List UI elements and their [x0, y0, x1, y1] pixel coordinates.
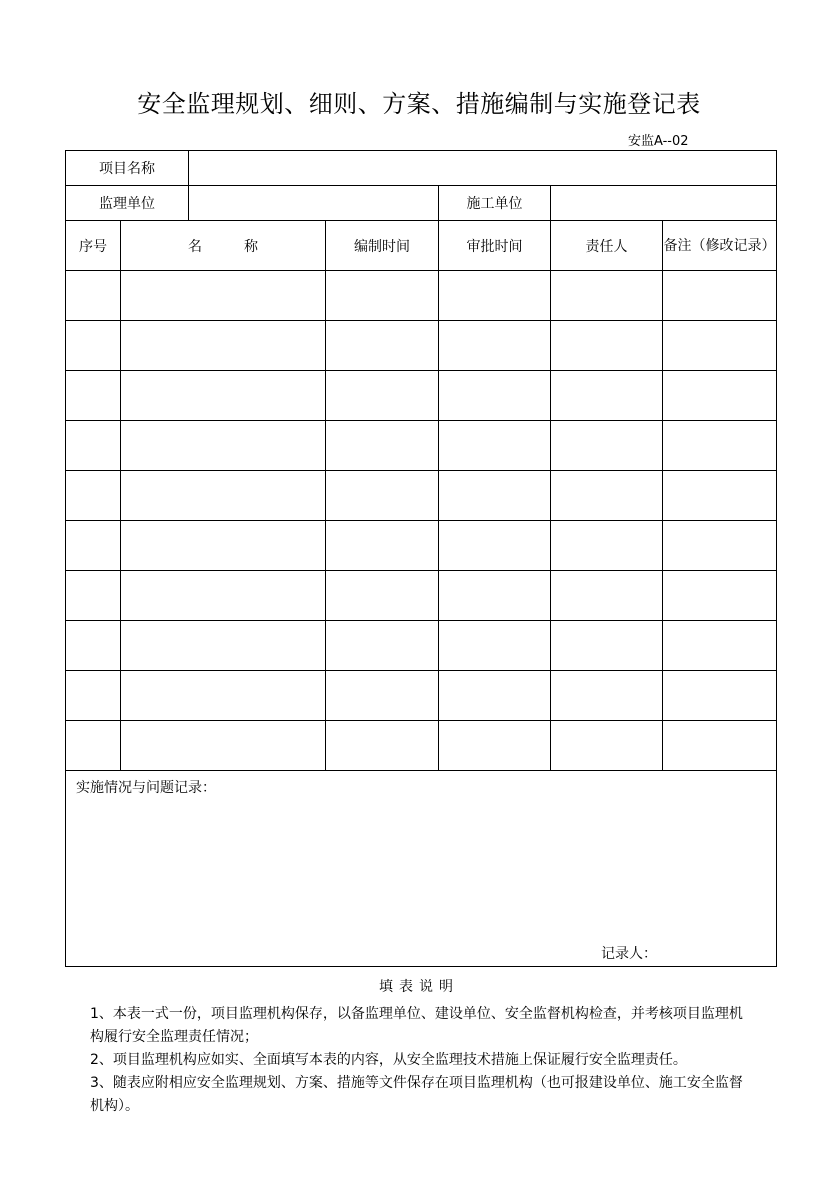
responsible-cell[interactable]: [551, 521, 663, 571]
col-header-seq: 序号: [66, 221, 121, 271]
compile-time-cell[interactable]: [326, 421, 439, 471]
construction-unit-label: 施工单位: [439, 186, 551, 221]
table-row: [66, 271, 777, 321]
name-cell[interactable]: [121, 371, 326, 421]
approve-time-cell[interactable]: [439, 621, 551, 671]
approve-time-cell[interactable]: [439, 721, 551, 771]
table-row: [66, 471, 777, 521]
name-cell[interactable]: [121, 471, 326, 521]
approve-time-cell[interactable]: [439, 471, 551, 521]
record-section-label: 实施情况与问题记录：: [76, 780, 216, 796]
remark-cell[interactable]: [663, 571, 777, 621]
supervision-unit-field[interactable]: [189, 186, 439, 221]
seq-cell[interactable]: [66, 621, 121, 671]
seq-cell[interactable]: [66, 521, 121, 571]
project-name-field[interactable]: [189, 151, 777, 186]
name-cell[interactable]: [121, 671, 326, 721]
responsible-cell[interactable]: [551, 671, 663, 721]
remark-cell[interactable]: [663, 621, 777, 671]
approve-time-cell[interactable]: [439, 321, 551, 371]
table-row: [66, 571, 777, 621]
table-row: [66, 371, 777, 421]
seq-cell[interactable]: [66, 721, 121, 771]
name-cell[interactable]: [121, 421, 326, 471]
name-cell[interactable]: [121, 621, 326, 671]
remark-cell[interactable]: [663, 371, 777, 421]
responsible-cell[interactable]: [551, 271, 663, 321]
note-item: 3、随表应附相应安全监理规划、方案、措施等文件保存在项目监理机构（也可报建设单位、施工安全监督机构）。: [90, 1075, 743, 1114]
table-row: [66, 721, 777, 771]
col-header-remark: 备注（修改记录）: [663, 221, 777, 271]
remark-cell[interactable]: [663, 721, 777, 771]
seq-cell[interactable]: [66, 321, 121, 371]
compile-time-cell[interactable]: [326, 271, 439, 321]
remark-cell[interactable]: [663, 271, 777, 321]
name-cell[interactable]: [121, 271, 326, 321]
approve-time-cell[interactable]: [439, 671, 551, 721]
compile-time-cell[interactable]: [326, 371, 439, 421]
name-cell[interactable]: [121, 321, 326, 371]
remark-cell[interactable]: [663, 521, 777, 571]
col-header-compile-time: 编制时间: [326, 221, 439, 271]
note-item: 2、项目监理机构应如实、全面填写本表的内容，从安全监理技术措施上保证履行安全监理责任。: [90, 1052, 687, 1068]
table-row: [66, 621, 777, 671]
compile-time-cell[interactable]: [326, 521, 439, 571]
seq-cell[interactable]: [66, 421, 121, 471]
remark-cell[interactable]: [663, 321, 777, 371]
seq-cell[interactable]: [66, 371, 121, 421]
responsible-cell[interactable]: [551, 571, 663, 621]
project-name-label: 项目名称: [66, 151, 189, 186]
responsible-cell[interactable]: [551, 321, 663, 371]
compile-time-cell[interactable]: [326, 471, 439, 521]
name-cell[interactable]: [121, 571, 326, 621]
col-header-responsible: 责任人: [551, 221, 663, 271]
compile-time-cell[interactable]: [326, 321, 439, 371]
table-row: [66, 521, 777, 571]
seq-cell[interactable]: [66, 471, 121, 521]
approve-time-cell[interactable]: [439, 421, 551, 471]
seq-cell[interactable]: [66, 671, 121, 721]
responsible-cell[interactable]: [551, 721, 663, 771]
approve-time-cell[interactable]: [439, 521, 551, 571]
table-row: [66, 671, 777, 721]
name-cell[interactable]: [121, 721, 326, 771]
name-cell[interactable]: [121, 521, 326, 571]
remark-cell[interactable]: [663, 421, 777, 471]
approve-time-cell[interactable]: [439, 371, 551, 421]
supervision-unit-label: 监理单位: [66, 186, 189, 221]
notes-list: [90, 1003, 755, 1118]
compile-time-cell[interactable]: [326, 621, 439, 671]
responsible-cell[interactable]: [551, 471, 663, 521]
compile-time-cell[interactable]: [326, 721, 439, 771]
compile-time-cell[interactable]: [326, 571, 439, 621]
responsible-cell[interactable]: [551, 621, 663, 671]
record-section[interactable]: [66, 771, 777, 967]
remark-cell[interactable]: [663, 471, 777, 521]
table-row: [66, 321, 777, 371]
recorder-label: 记录人：: [601, 946, 657, 962]
notes-title: 填表说明: [379, 979, 459, 995]
responsible-cell[interactable]: [551, 371, 663, 421]
form-title: 安全监理规划、细则、方案、措施编制与实施登记表: [137, 90, 701, 118]
col-header-name: 名 称: [121, 221, 326, 271]
construction-unit-field[interactable]: [551, 186, 777, 221]
form-code: 安监A--02: [628, 134, 689, 149]
approve-time-cell[interactable]: [439, 271, 551, 321]
compile-time-cell[interactable]: [326, 671, 439, 721]
seq-cell[interactable]: [66, 271, 121, 321]
note-item: 1、本表一式一份，项目监理机构保存，以备监理单位、建设单位、安全监督机构检查，并考核项目监理机构履行安全监理责任情况；: [90, 1006, 743, 1045]
table-row: [66, 421, 777, 471]
col-header-approve-time: 审批时间: [439, 221, 551, 271]
registration-table: [65, 150, 777, 967]
seq-cell[interactable]: [66, 571, 121, 621]
remark-cell[interactable]: [663, 671, 777, 721]
responsible-cell[interactable]: [551, 421, 663, 471]
approve-time-cell[interactable]: [439, 571, 551, 621]
